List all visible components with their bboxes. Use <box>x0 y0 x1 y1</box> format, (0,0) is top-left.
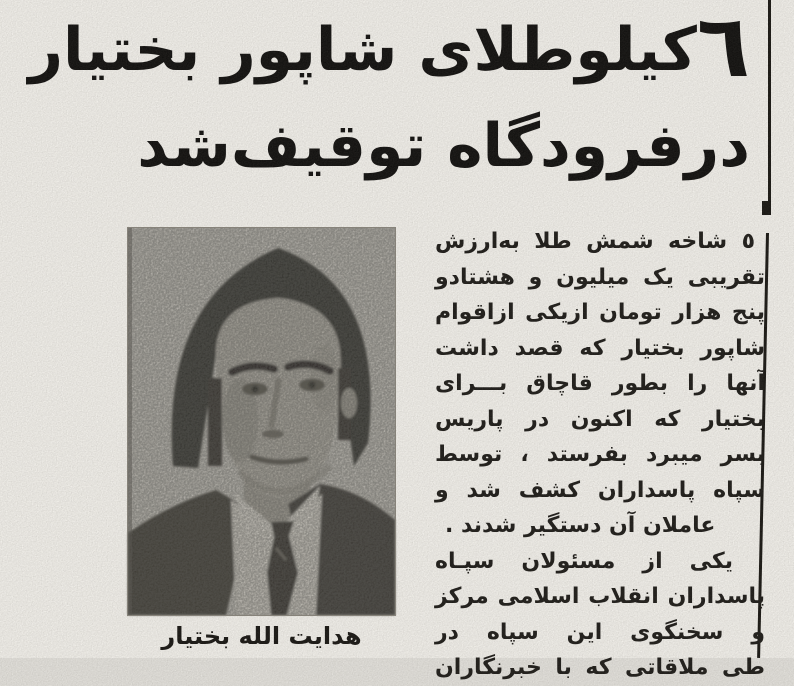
article-line: و سخنگوی این سپاه در <box>435 619 765 645</box>
article-line: عاملان آن دستگیر شدند . <box>445 513 716 538</box>
article-line: بسر میبرد بفرستد ، توسط <box>435 442 765 467</box>
portrait-photo <box>128 228 395 615</box>
article-line: شاپور بختیار که قصد داشت <box>435 335 765 361</box>
article-line: بختیار که اکنون در پاریس <box>435 406 765 432</box>
article-line: پنج هزار تومان ازیکی ازاقوام <box>435 300 765 325</box>
column-rule-top-foot <box>762 201 771 215</box>
article-line article-line-cut: طی ملاقاتی که با خبرنگاران <box>435 655 765 680</box>
column-rule-top <box>768 0 771 212</box>
portrait-photo-art <box>128 228 395 615</box>
article-line: پاسداران انقلاب اسلامی مرکز <box>435 584 765 609</box>
headline-line-1 <box>0 0 750 102</box>
article-line: سپاه پاسداران کشف شد و <box>435 477 765 503</box>
headline-number-six: ٦ <box>696 0 750 97</box>
headline-line-2: درفرودگاه توقیف‌شد <box>137 111 750 181</box>
article-column <box>435 224 765 680</box>
headline <box>0 0 750 190</box>
article-line: تقریبی یک میلیون و هشتادو <box>435 264 765 290</box>
headline-line-1-text: کیلوطلای شاپور بختیار <box>28 15 697 85</box>
article-line: آنها را بطور قاچاق بـــرای <box>435 371 765 396</box>
photo-grain <box>128 228 395 615</box>
article-line: ٥ شاخه شمش طلا به‌ارزش <box>435 229 755 254</box>
photo-caption: هدایت الله بختیار <box>161 622 362 650</box>
article-line: یکی از مسئولان سپـاه <box>435 548 733 574</box>
